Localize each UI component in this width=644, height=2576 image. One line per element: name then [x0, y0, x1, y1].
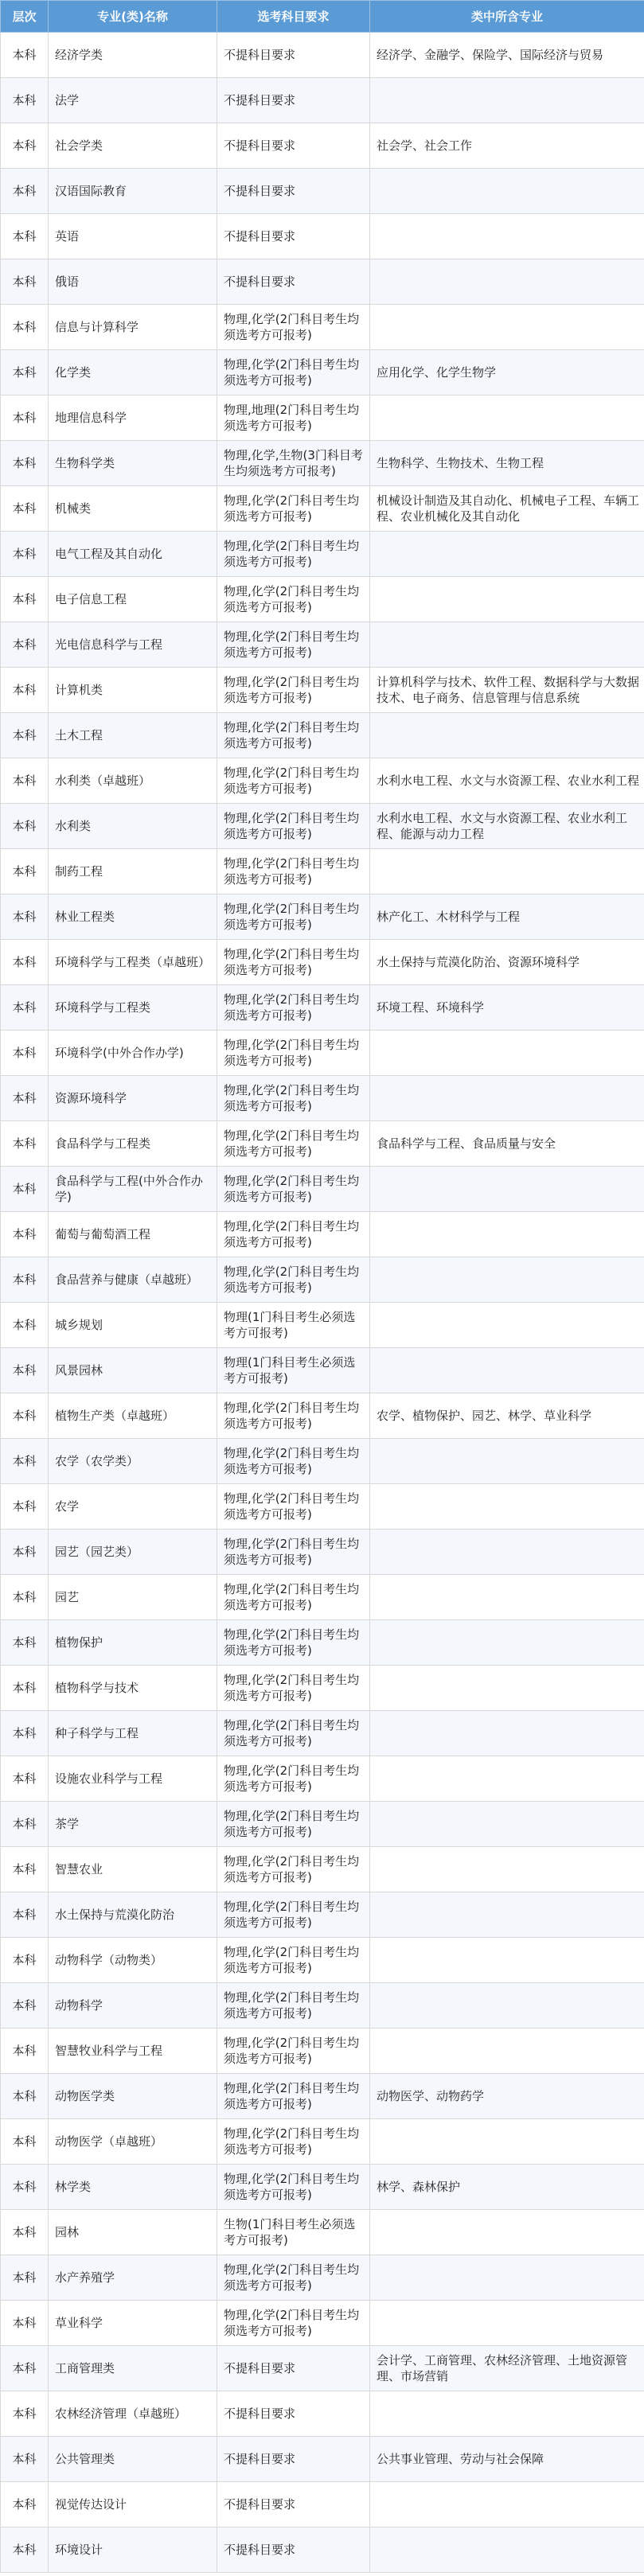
- table-row: [1, 2301, 644, 2346]
- cell-major-name: 动物科学: [49, 1983, 217, 2028]
- cell-subject-requirement: 物理,化学(2门科目考生均须选考方可报考): [217, 1892, 370, 1938]
- cell-major-name: 动物科学（动物类）: [49, 1938, 217, 1983]
- cell-subject-requirement: 物理,化学(2门科目考生均须选考方可报考): [217, 622, 370, 668]
- cell-level: 本科: [1, 1439, 49, 1484]
- cell-major-name: 视觉传达设计: [49, 2482, 217, 2527]
- cell-level: 本科: [1, 1756, 49, 1802]
- table-row: [1, 169, 644, 214]
- cell-level: 本科: [1, 1802, 49, 1847]
- table-row: [1, 33, 644, 78]
- cell-level: 本科: [1, 1938, 49, 1983]
- cell-included-majors: [370, 1938, 644, 1983]
- cell-subject-requirement: 物理,化学(2门科目考生均须选考方可报考): [217, 1620, 370, 1666]
- cell-subject-requirement: 物理,化学(2门科目考生均须选考方可报考): [217, 2028, 370, 2074]
- cell-level: 本科: [1, 2527, 49, 2573]
- cell-included-majors: [370, 2255, 644, 2301]
- table-row: [1, 1167, 644, 1212]
- cell-included-majors: 林学、森林保护: [370, 2165, 644, 2210]
- cell-included-majors: [370, 1076, 644, 1121]
- cell-major-name: 土木工程: [49, 713, 217, 758]
- table-row: [1, 123, 644, 169]
- cell-subject-requirement: 不提科目要求: [217, 2437, 370, 2482]
- table-row: [1, 2527, 644, 2573]
- header-major-name: 专业(类)名称: [49, 1, 217, 33]
- cell-subject-requirement: 物理,化学(2门科目考生均须选考方可报考): [217, 1439, 370, 1484]
- cell-level: 本科: [1, 1031, 49, 1076]
- cell-major-name: 草业科学: [49, 2301, 217, 2346]
- cell-major-name: 水土保持与荒漠化防治: [49, 1892, 217, 1938]
- cell-level: 本科: [1, 940, 49, 985]
- cell-major-name: 植物保护: [49, 1620, 217, 1666]
- table-row: [1, 2437, 644, 2482]
- cell-level: 本科: [1, 169, 49, 214]
- cell-level: 本科: [1, 1121, 49, 1167]
- cell-level: 本科: [1, 1257, 49, 1303]
- cell-subject-requirement: 物理,化学(2门科目考生均须选考方可报考): [217, 1847, 370, 1892]
- cell-level: 本科: [1, 1348, 49, 1393]
- cell-subject-requirement: 物理,化学(2门科目考生均须选考方可报考): [217, 305, 370, 350]
- cell-major-name: 机械类: [49, 486, 217, 532]
- cell-included-majors: [370, 1439, 644, 1484]
- table-row: [1, 2482, 644, 2527]
- table-row: [1, 1620, 644, 1666]
- cell-subject-requirement: 物理,化学(2门科目考生均须选考方可报考): [217, 1167, 370, 1212]
- cell-subject-requirement: 生物(1门科目考生必须选考方可报考): [217, 2210, 370, 2255]
- table-row: [1, 1575, 644, 1620]
- cell-level: 本科: [1, 33, 49, 78]
- cell-subject-requirement: 物理,化学(2门科目考生均须选考方可报考): [217, 713, 370, 758]
- table-row: [1, 396, 644, 441]
- table-row: [1, 1348, 644, 1393]
- cell-subject-requirement: 物理,化学(2门科目考生均须选考方可报考): [217, 1121, 370, 1167]
- cell-subject-requirement: 物理,化学(2门科目考生均须选考方可报考): [217, 532, 370, 577]
- cell-major-name: 食品营养与健康（卓越班）: [49, 1257, 217, 1303]
- cell-major-name: 园艺: [49, 1575, 217, 1620]
- cell-level: 本科: [1, 441, 49, 486]
- cell-major-name: 俄语: [49, 259, 217, 305]
- cell-level: 本科: [1, 1847, 49, 1892]
- cell-subject-requirement: 物理(1门科目考生必须选考方可报考): [217, 1303, 370, 1348]
- cell-major-name: 植物生产类（卓越班）: [49, 1393, 217, 1439]
- table-row: [1, 1983, 644, 2028]
- cell-included-majors: 动物医学、动物药学: [370, 2074, 644, 2119]
- cell-included-majors: [370, 78, 644, 123]
- cell-subject-requirement: 物理,化学(2门科目考生均须选考方可报考): [217, 940, 370, 985]
- cell-major-name: 农学（农学类）: [49, 1439, 217, 1484]
- header-subject-requirement: 选考科目要求: [217, 1, 370, 33]
- table-row: [1, 804, 644, 849]
- table-row: [1, 1847, 644, 1892]
- cell-included-majors: [370, 305, 644, 350]
- cell-subject-requirement: 物理,化学(2门科目考生均须选考方可报考): [217, 758, 370, 804]
- table-row: [1, 532, 644, 577]
- cell-included-majors: [370, 1711, 644, 1756]
- table-row: [1, 849, 644, 894]
- cell-level: 本科: [1, 2210, 49, 2255]
- cell-major-name: 智慧牧业科学与工程: [49, 2028, 217, 2074]
- cell-subject-requirement: 物理,化学(2门科目考生均须选考方可报考): [217, 2074, 370, 2119]
- table-row: [1, 259, 644, 305]
- table-row: [1, 78, 644, 123]
- cell-subject-requirement: 物理,化学(2门科目考生均须选考方可报考): [217, 1575, 370, 1620]
- cell-major-name: 计算机类: [49, 668, 217, 713]
- cell-included-majors: 农学、植物保护、园艺、林学、草业科学: [370, 1393, 644, 1439]
- cell-major-name: 环境科学与工程类（卓越班）: [49, 940, 217, 985]
- table-row: [1, 758, 644, 804]
- cell-major-name: 农林经济管理（卓越班）: [49, 2391, 217, 2437]
- cell-included-majors: [370, 2210, 644, 2255]
- cell-subject-requirement: 物理,化学(2门科目考生均须选考方可报考): [217, 849, 370, 894]
- cell-included-majors: 生物科学、生物技术、生物工程: [370, 441, 644, 486]
- cell-subject-requirement: 物理,化学(2门科目考生均须选考方可报考): [217, 2255, 370, 2301]
- cell-subject-requirement: 物理,化学(2门科目考生均须选考方可报考): [217, 1076, 370, 1121]
- cell-included-majors: [370, 1530, 644, 1575]
- cell-major-name: 汉语国际教育: [49, 169, 217, 214]
- cell-included-majors: 水利水电工程、水文与水资源工程、农业水利工程: [370, 758, 644, 804]
- table-row: [1, 1393, 644, 1439]
- cell-subject-requirement: 物理,化学(2门科目考生均须选考方可报考): [217, 668, 370, 713]
- cell-included-majors: [370, 2527, 644, 2573]
- cell-major-name: 环境设计: [49, 2527, 217, 2573]
- cell-included-majors: [370, 2028, 644, 2074]
- cell-level: 本科: [1, 2391, 49, 2437]
- cell-level: 本科: [1, 305, 49, 350]
- cell-level: 本科: [1, 758, 49, 804]
- cell-level: 本科: [1, 2119, 49, 2165]
- cell-included-majors: [370, 1031, 644, 1076]
- table-row: [1, 1530, 644, 1575]
- cell-major-name: 水利类: [49, 804, 217, 849]
- cell-subject-requirement: 物理,化学(2门科目考生均须选考方可报考): [217, 1666, 370, 1711]
- cell-included-majors: [370, 1983, 644, 2028]
- cell-major-name: 城乡规划: [49, 1303, 217, 1348]
- cell-included-majors: [370, 577, 644, 622]
- table-row: [1, 1257, 644, 1303]
- table-row: [1, 1076, 644, 1121]
- cell-major-name: 林学类: [49, 2165, 217, 2210]
- cell-major-name: 动物医学类: [49, 2074, 217, 2119]
- cell-subject-requirement: 不提科目要求: [217, 214, 370, 259]
- cell-major-name: 制药工程: [49, 849, 217, 894]
- cell-subject-requirement: 物理,地理(2门科目考生均须选考方可报考): [217, 396, 370, 441]
- cell-included-majors: [370, 1620, 644, 1666]
- cell-level: 本科: [1, 1393, 49, 1439]
- cell-level: 本科: [1, 1575, 49, 1620]
- cell-major-name: 水利类（卓越班）: [49, 758, 217, 804]
- cell-level: 本科: [1, 396, 49, 441]
- cell-included-majors: [370, 2301, 644, 2346]
- cell-level: 本科: [1, 2437, 49, 2482]
- table-row: [1, 214, 644, 259]
- table-row: [1, 2210, 644, 2255]
- table-row: [1, 1303, 644, 1348]
- header-row: [1, 1, 644, 33]
- cell-major-name: 经济学类: [49, 33, 217, 78]
- cell-included-majors: 社会学、社会工作: [370, 123, 644, 169]
- table-row: [1, 894, 644, 940]
- cell-subject-requirement: 不提科目要求: [217, 123, 370, 169]
- cell-subject-requirement: 不提科目要求: [217, 2482, 370, 2527]
- cell-major-name: 设施农业科学与工程: [49, 1756, 217, 1802]
- table-row: [1, 1484, 644, 1530]
- cell-included-majors: [370, 1484, 644, 1530]
- table-row: [1, 1439, 644, 1484]
- table-row: [1, 577, 644, 622]
- cell-subject-requirement: 不提科目要求: [217, 78, 370, 123]
- cell-major-name: 园林: [49, 2210, 217, 2255]
- cell-subject-requirement: 物理,化学(2门科目考生均须选考方可报考): [217, 486, 370, 532]
- cell-included-majors: 公共事业管理、劳动与社会保障: [370, 2437, 644, 2482]
- cell-included-majors: [370, 2119, 644, 2165]
- table-row: [1, 1802, 644, 1847]
- cell-subject-requirement: 物理(1门科目考生必须选考方可报考): [217, 1348, 370, 1393]
- table-row: [1, 1666, 644, 1711]
- cell-subject-requirement: 不提科目要求: [217, 2346, 370, 2391]
- cell-major-name: 光电信息科学与工程: [49, 622, 217, 668]
- cell-included-majors: 机械设计制造及其自动化、机械电子工程、车辆工程、农业机械化及其自动化: [370, 486, 644, 532]
- cell-major-name: 环境科学(中外合作办学): [49, 1031, 217, 1076]
- cell-included-majors: [370, 713, 644, 758]
- cell-level: 本科: [1, 622, 49, 668]
- cell-major-name: 园艺（园艺类）: [49, 1530, 217, 1575]
- cell-level: 本科: [1, 2346, 49, 2391]
- cell-major-name: 动物医学（卓越班）: [49, 2119, 217, 2165]
- cell-included-majors: [370, 1847, 644, 1892]
- cell-subject-requirement: 物理,化学(2门科目考生均须选考方可报考): [217, 1802, 370, 1847]
- header-level: 层次: [1, 1, 49, 33]
- cell-major-name: 食品科学与工程(中外合作办学): [49, 1167, 217, 1212]
- cell-included-majors: 水利水电工程、水文与水资源工程、农业水利工程、能源与动力工程: [370, 804, 644, 849]
- cell-subject-requirement: 物理,化学(2门科目考生均须选考方可报考): [217, 350, 370, 396]
- cell-major-name: 电气工程及其自动化: [49, 532, 217, 577]
- cell-included-majors: [370, 2391, 644, 2437]
- cell-level: 本科: [1, 2028, 49, 2074]
- table-row: [1, 441, 644, 486]
- cell-subject-requirement: 物理,化学(2门科目考生均须选考方可报考): [217, 1484, 370, 1530]
- table-row: [1, 305, 644, 350]
- cell-level: 本科: [1, 668, 49, 713]
- cell-included-majors: 会计学、工商管理、农林经济管理、土地资源管理、市场营销: [370, 2346, 644, 2391]
- table-body: [1, 33, 644, 2573]
- cell-subject-requirement: 物理,化学,生物(3门科目考生均须选考方可报考): [217, 441, 370, 486]
- cell-major-name: 电子信息工程: [49, 577, 217, 622]
- table-row: [1, 2255, 644, 2301]
- cell-included-majors: [370, 849, 644, 894]
- cell-level: 本科: [1, 1076, 49, 1121]
- cell-included-majors: 食品科学与工程、食品质量与安全: [370, 1121, 644, 1167]
- cell-level: 本科: [1, 1892, 49, 1938]
- cell-level: 本科: [1, 804, 49, 849]
- table-row: [1, 1711, 644, 1756]
- cell-level: 本科: [1, 1303, 49, 1348]
- cell-included-majors: [370, 1802, 644, 1847]
- cell-major-name: 食品科学与工程类: [49, 1121, 217, 1167]
- cell-included-majors: [370, 2482, 644, 2527]
- cell-level: 本科: [1, 1666, 49, 1711]
- cell-level: 本科: [1, 1167, 49, 1212]
- cell-subject-requirement: 物理,化学(2门科目考生均须选考方可报考): [217, 1393, 370, 1439]
- cell-included-majors: [370, 1348, 644, 1393]
- cell-level: 本科: [1, 894, 49, 940]
- table-row: [1, 1938, 644, 1983]
- cell-subject-requirement: 物理,化学(2门科目考生均须选考方可报考): [217, 2165, 370, 2210]
- cell-included-majors: [370, 622, 644, 668]
- cell-level: 本科: [1, 713, 49, 758]
- cell-subject-requirement: 物理,化学(2门科目考生均须选考方可报考): [217, 1983, 370, 2028]
- cell-major-name: 林业工程类: [49, 894, 217, 940]
- cell-major-name: 茶学: [49, 1802, 217, 1847]
- cell-level: 本科: [1, 1711, 49, 1756]
- cell-level: 本科: [1, 1530, 49, 1575]
- cell-major-name: 风景园林: [49, 1348, 217, 1393]
- cell-subject-requirement: 物理,化学(2门科目考生均须选考方可报考): [217, 2119, 370, 2165]
- cell-included-majors: [370, 1892, 644, 1938]
- table-row: [1, 1212, 644, 1257]
- cell-subject-requirement: 不提科目要求: [217, 2527, 370, 2573]
- table-row: [1, 622, 644, 668]
- cell-level: 本科: [1, 486, 49, 532]
- table-row: [1, 1031, 644, 1076]
- cell-included-majors: 计算机科学与技术、软件工程、数据科学与大数据技术、电子商务、信息管理与信息系统: [370, 668, 644, 713]
- header-included-majors: 类中所含专业: [370, 1, 644, 33]
- cell-level: 本科: [1, 1620, 49, 1666]
- table-row: [1, 486, 644, 532]
- cell-level: 本科: [1, 259, 49, 305]
- cell-included-majors: 经济学、金融学、保险学、国际经济与贸易: [370, 33, 644, 78]
- cell-level: 本科: [1, 214, 49, 259]
- cell-subject-requirement: 物理,化学(2门科目考生均须选考方可报考): [217, 1031, 370, 1076]
- cell-subject-requirement: 不提科目要求: [217, 2391, 370, 2437]
- table-row: [1, 1121, 644, 1167]
- cell-major-name: 环境科学与工程类: [49, 985, 217, 1031]
- cell-subject-requirement: 不提科目要求: [217, 259, 370, 305]
- cell-subject-requirement: 物理,化学(2门科目考生均须选考方可报考): [217, 1756, 370, 1802]
- cell-subject-requirement: 物理,化学(2门科目考生均须选考方可报考): [217, 804, 370, 849]
- cell-major-name: 信息与计算科学: [49, 305, 217, 350]
- table-row: [1, 713, 644, 758]
- cell-subject-requirement: 物理,化学(2门科目考生均须选考方可报考): [217, 1711, 370, 1756]
- cell-level: 本科: [1, 2301, 49, 2346]
- cell-level: 本科: [1, 350, 49, 396]
- table-row: [1, 2346, 644, 2391]
- cell-included-majors: [370, 532, 644, 577]
- cell-included-majors: [370, 1303, 644, 1348]
- cell-major-name: 化学类: [49, 350, 217, 396]
- cell-major-name: 植物科学与技术: [49, 1666, 217, 1711]
- table-row: [1, 2165, 644, 2210]
- cell-subject-requirement: 物理,化学(2门科目考生均须选考方可报考): [217, 1938, 370, 1983]
- cell-included-majors: [370, 259, 644, 305]
- cell-included-majors: [370, 1666, 644, 1711]
- table-row: [1, 2119, 644, 2165]
- cell-level: 本科: [1, 1484, 49, 1530]
- cell-included-majors: [370, 1167, 644, 1212]
- cell-major-name: 资源环境科学: [49, 1076, 217, 1121]
- cell-major-name: 英语: [49, 214, 217, 259]
- cell-included-majors: 环境工程、环境科学: [370, 985, 644, 1031]
- cell-level: 本科: [1, 1983, 49, 2028]
- cell-subject-requirement: 物理,化学(2门科目考生均须选考方可报考): [217, 2301, 370, 2346]
- cell-subject-requirement: 物理,化学(2门科目考生均须选考方可报考): [217, 985, 370, 1031]
- cell-included-majors: [370, 1212, 644, 1257]
- cell-major-name: 葡萄与葡萄酒工程: [49, 1212, 217, 1257]
- table-row: [1, 1756, 644, 1802]
- cell-level: 本科: [1, 577, 49, 622]
- table-row: [1, 2391, 644, 2437]
- cell-level: 本科: [1, 123, 49, 169]
- cell-major-name: 工商管理类: [49, 2346, 217, 2391]
- cell-included-majors: [370, 1756, 644, 1802]
- cell-major-name: 种子科学与工程: [49, 1711, 217, 1756]
- cell-subject-requirement: 物理,化学(2门科目考生均须选考方可报考): [217, 1257, 370, 1303]
- cell-subject-requirement: 物理,化学(2门科目考生均须选考方可报考): [217, 577, 370, 622]
- cell-major-name: 水产养殖学: [49, 2255, 217, 2301]
- table-row: [1, 350, 644, 396]
- cell-major-name: 生物科学类: [49, 441, 217, 486]
- table-row: [1, 668, 644, 713]
- cell-major-name: 地理信息科学: [49, 396, 217, 441]
- cell-subject-requirement: 物理,化学(2门科目考生均须选考方可报考): [217, 1212, 370, 1257]
- cell-level: 本科: [1, 2165, 49, 2210]
- table-row: [1, 2028, 644, 2074]
- cell-level: 本科: [1, 849, 49, 894]
- cell-major-name: 社会学类: [49, 123, 217, 169]
- cell-level: 本科: [1, 2255, 49, 2301]
- table-row: [1, 985, 644, 1031]
- cell-subject-requirement: 物理,化学(2门科目考生均须选考方可报考): [217, 1530, 370, 1575]
- table-row: [1, 940, 644, 985]
- cell-level: 本科: [1, 2074, 49, 2119]
- cell-included-majors: 应用化学、化学生物学: [370, 350, 644, 396]
- cell-included-majors: [370, 1575, 644, 1620]
- cell-subject-requirement: 不提科目要求: [217, 169, 370, 214]
- cell-major-name: 法学: [49, 78, 217, 123]
- cell-included-majors: [370, 396, 644, 441]
- cell-level: 本科: [1, 1212, 49, 1257]
- cell-included-majors: 林产化工、木材科学与工程: [370, 894, 644, 940]
- cell-level: 本科: [1, 78, 49, 123]
- table-row: [1, 1892, 644, 1938]
- cell-level: 本科: [1, 985, 49, 1031]
- cell-level: 本科: [1, 2482, 49, 2527]
- table-row: [1, 2074, 644, 2119]
- cell-subject-requirement: 物理,化学(2门科目考生均须选考方可报考): [217, 894, 370, 940]
- cell-major-name: 农学: [49, 1484, 217, 1530]
- cell-included-majors: [370, 214, 644, 259]
- cell-included-majors: [370, 1257, 644, 1303]
- cell-included-majors: 水土保持与荒漠化防治、资源环境科学: [370, 940, 644, 985]
- cell-major-name: 智慧农业: [49, 1847, 217, 1892]
- cell-subject-requirement: 不提科目要求: [217, 33, 370, 78]
- cell-level: 本科: [1, 532, 49, 577]
- cell-included-majors: [370, 169, 644, 214]
- cell-major-name: 公共管理类: [49, 2437, 217, 2482]
